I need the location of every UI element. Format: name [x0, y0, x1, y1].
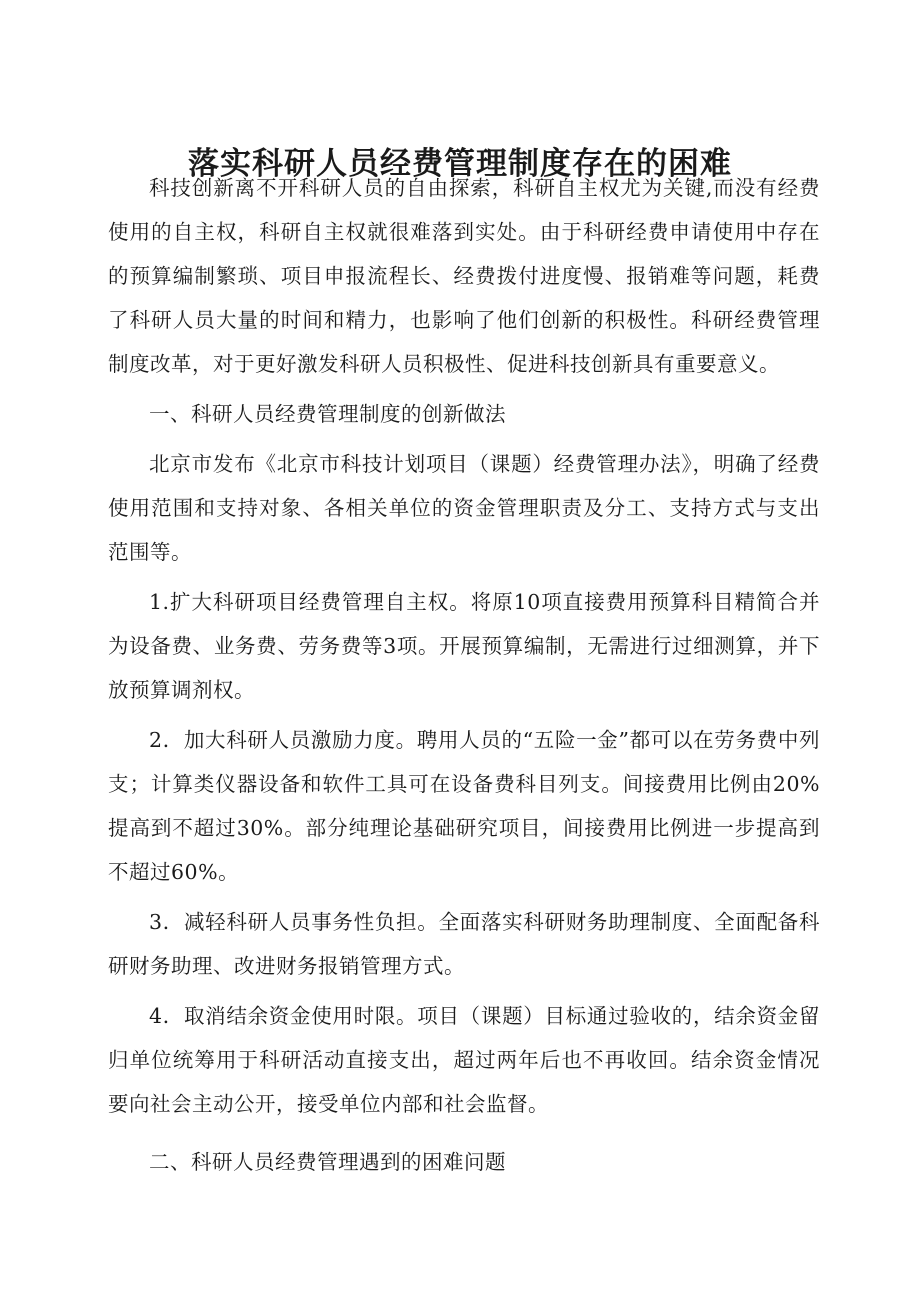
section-heading-1: 一、科研人员经费管理制度的创新做法: [149, 402, 506, 426]
paragraph-item-4: 4．取消结余资金使用时限。项目（课题）目标通过验收的，结余资金留归单位统筹用于科研活动直接支出，超过两年后也不再收回。结余资金情况要向社会主动公开，接受单位内部和社会监督。: [108, 1004, 820, 1116]
document-body: [108, 166, 820, 1184]
paragraph-item-1: 1.扩大科研项目经费管理自主权。将原10项直接费用预算科目精简合并为设备费、业务费、劳务费等3项。开展预算编制，无需进行过细测算，并下放预算调剂权。: [108, 590, 820, 702]
document-title: 落实科研人员经费管理制度存在的困难: [188, 145, 732, 182]
paragraph-item-2: 2．加大科研人员激励力度。聘用人员的“五险一金”都可以在劳务费中列支；计算类仪器设备和软件工具可在设备费科目列支。间接费用比例由20%提高到不超过30%。部分纯理论基础研究项目，间接费用比例进一步提高到不超过60%。: [108, 728, 820, 884]
paragraph-item-3: 3．减轻科研人员事务性负担。全面落实科研财务助理制度、全面配备科研财务助理、改进财务报销管理方式。: [108, 910, 820, 978]
paragraph-beijing-policy: 北京市发布《北京市科技计划项目（课题）经费管理办法》，明确了经费使用范围和支持对象、各相关单位的资金管理职责及分工、支持方式与支出范围等。: [108, 452, 820, 564]
paragraph-intro: 科技创新离不开科研人员的自由探索，科研自主权尤为关键,而没有经费使用的自主权，科研自主权就很难落到实处。由于科研经费申请使用中存在的预算编制繁琐、项目申报流程长、经费拨付进度慢、报销难等问题，耗费了科研人员大量的时间和精力，也影响了他们创新的积极性。科研经费管理制度改革，对于更好激发科研人员积极性、促进科技创新具有重要意义。: [108, 176, 820, 376]
section-heading-2: 二、科研人员经费管理遇到的困难问题: [149, 1150, 506, 1174]
